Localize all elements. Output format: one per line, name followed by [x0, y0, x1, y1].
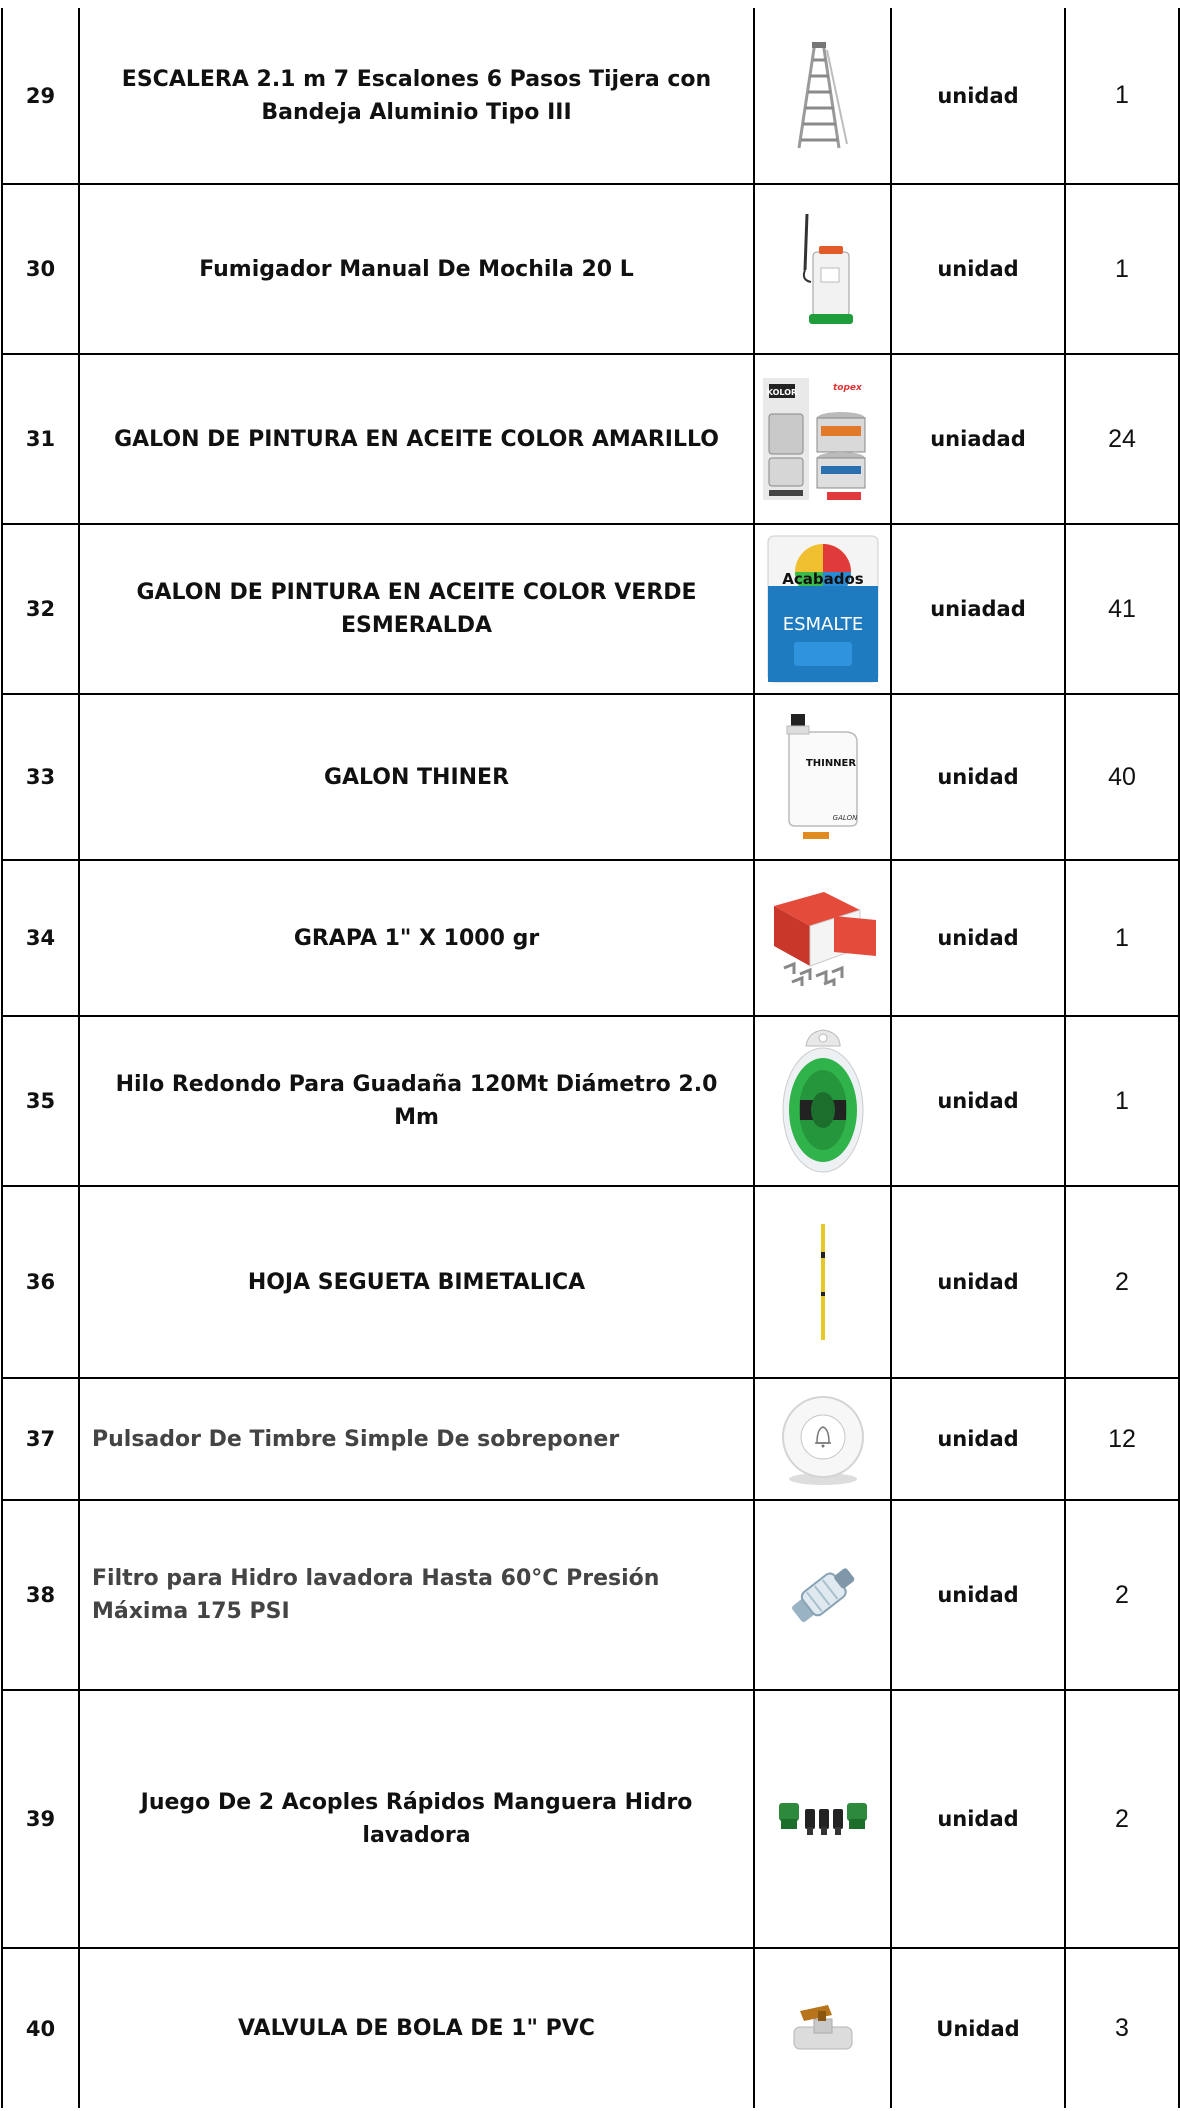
sprayer-icon	[791, 210, 855, 328]
item-quantity: 40	[1065, 694, 1179, 860]
item-number: 34	[2, 860, 79, 1016]
item-quantity: 1	[1065, 8, 1179, 184]
item-quantity: 1	[1065, 1016, 1179, 1186]
item-description: Hilo Redondo Para Guadaña 120Mt Diámetro 2.0 Mm	[79, 1016, 754, 1186]
item-image	[754, 1690, 891, 1948]
item-unit: Unidad	[891, 1948, 1065, 2108]
item-unit: unidad	[891, 8, 1065, 184]
item-description: Fumigador Manual De Mochila 20 L	[79, 184, 754, 354]
item-number: 32	[2, 524, 79, 694]
item-number: 30	[2, 184, 79, 354]
item-description: GRAPA 1" X 1000 gr	[79, 860, 754, 1016]
item-description: HOJA SEGUETA BIMETALICA	[79, 1186, 754, 1378]
item-number: 35	[2, 1016, 79, 1186]
item-quantity: 2	[1065, 1186, 1179, 1378]
saw-blade-icon	[818, 1222, 828, 1342]
table-row	[2, 184, 1179, 354]
item-image	[754, 1016, 891, 1186]
item-description: GALON THINER	[79, 694, 754, 860]
ladder-icon	[793, 40, 853, 152]
item-description: GALON DE PINTURA EN ACEITE COLOR AMARILLO	[79, 354, 754, 524]
svg-text:topex: topex	[832, 383, 862, 393]
table-row	[2, 694, 1179, 860]
item-quantity: 41	[1065, 524, 1179, 694]
table-row	[2, 8, 1179, 184]
item-unit: unidad	[891, 860, 1065, 1016]
hose-couplers-icon	[775, 1797, 871, 1841]
svg-text:THINNER: THINNER	[805, 758, 856, 769]
table-row	[2, 1500, 1179, 1690]
table-row	[2, 354, 1179, 524]
items-table	[1, 8, 1180, 2108]
table-row	[2, 1378, 1179, 1500]
item-number: 33	[2, 694, 79, 860]
item-description: ESCALERA 2.1 m 7 Escalones 6 Pasos Tijera con Bandeja Aluminio Tipo III	[79, 8, 754, 184]
item-image	[754, 694, 891, 860]
item-image	[754, 860, 891, 1016]
item-quantity: 1	[1065, 184, 1179, 354]
item-image	[754, 354, 891, 524]
item-quantity: 3	[1065, 1948, 1179, 2108]
item-unit: unidad	[891, 1186, 1065, 1378]
item-image	[754, 8, 891, 184]
enamel-can-icon	[764, 534, 882, 684]
item-number: 37	[2, 1378, 79, 1500]
item-number: 36	[2, 1186, 79, 1378]
table-row	[2, 1690, 1179, 1948]
item-quantity: 2	[1065, 1500, 1179, 1690]
item-image	[754, 1500, 891, 1690]
item-description: Juego De 2 Acoples Rápidos Manguera Hidro lavadora	[79, 1690, 754, 1948]
svg-text:ESMALTE: ESMALTE	[782, 614, 863, 635]
table-row	[2, 524, 1179, 694]
item-description: GALON DE PINTURA EN ACEITE COLOR VERDE ESMERALDA	[79, 524, 754, 694]
item-number: 39	[2, 1690, 79, 1948]
item-unit: unidad	[891, 184, 1065, 354]
item-unit: uniadad	[891, 354, 1065, 524]
item-unit: unidad	[891, 1500, 1065, 1690]
item-quantity: 1	[1065, 860, 1179, 1016]
item-unit: unidad	[891, 694, 1065, 860]
table-row	[2, 1186, 1179, 1378]
item-number: 31	[2, 354, 79, 524]
item-unit: unidad	[891, 1378, 1065, 1500]
item-number: 40	[2, 1948, 79, 2108]
water-filter-icon	[778, 1553, 868, 1637]
staples-box-icon	[764, 886, 882, 990]
item-number: 38	[2, 1500, 79, 1690]
item-image	[754, 1378, 891, 1500]
item-image	[754, 524, 891, 694]
item-quantity: 2	[1065, 1690, 1179, 1948]
table-row	[2, 1948, 1179, 2108]
item-description: VALVULA DE BOLA DE 1" PVC	[79, 1948, 754, 2108]
trimmer-line-icon	[778, 1026, 868, 1176]
paint-cans-icon	[761, 374, 885, 504]
item-quantity: 24	[1065, 354, 1179, 524]
item-image	[754, 1948, 891, 2108]
item-description: Pulsador De Timbre Simple De sobreponer	[79, 1378, 754, 1500]
item-quantity: 12	[1065, 1378, 1179, 1500]
table-row	[2, 1016, 1179, 1186]
item-image	[754, 1186, 891, 1378]
doorbell-button-icon	[778, 1389, 868, 1489]
item-unit: unidad	[891, 1690, 1065, 1948]
thinner-jug-icon	[783, 712, 863, 842]
item-unit: uniadad	[891, 524, 1065, 694]
item-unit: unidad	[891, 1016, 1065, 1186]
svg-text:Acabados: Acabados	[781, 570, 864, 588]
table-row	[2, 860, 1179, 1016]
ball-valve-icon	[788, 1997, 858, 2061]
svg-text:GALON: GALON	[832, 814, 857, 822]
item-image	[754, 184, 891, 354]
svg-text:KOLOR: KOLOR	[766, 388, 797, 397]
item-description: Filtro para Hidro lavadora Hasta 60°C Presión Máxima 175 PSI	[79, 1500, 754, 1690]
item-number: 29	[2, 8, 79, 184]
